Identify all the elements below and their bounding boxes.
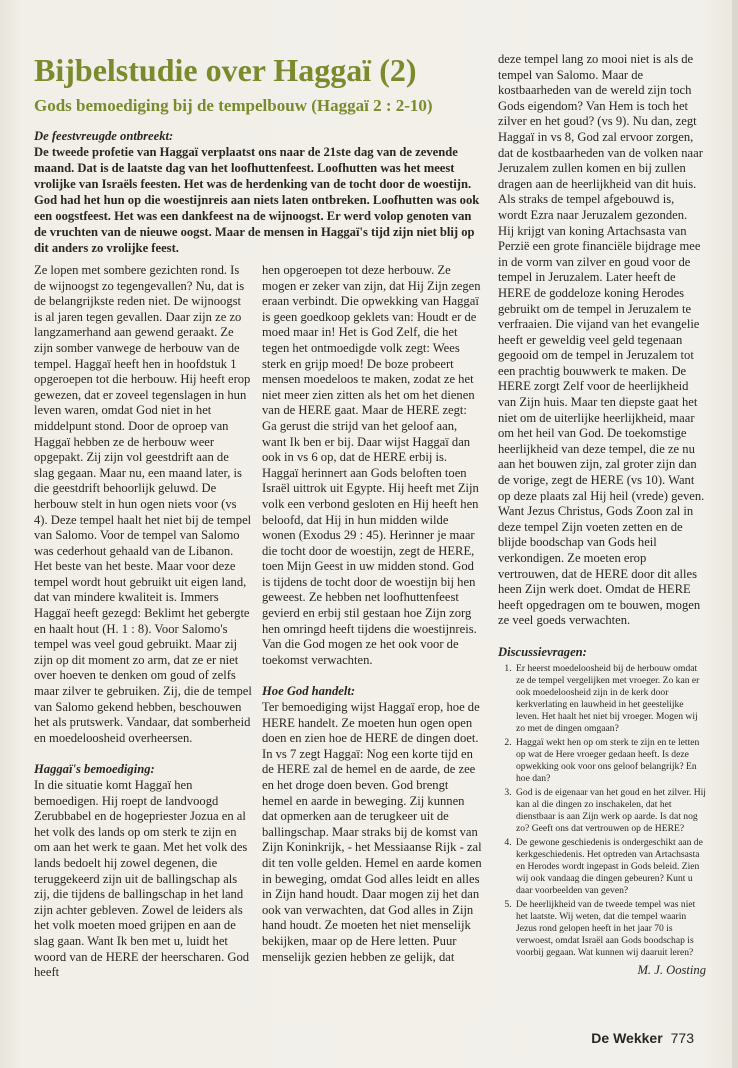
column-2-paragraph-2: Ter bemoediging wijst Haggaï erop, hoe de HERE handelt. Ze moeten hun ogen open doen en zien hoe de HERE de dingen doet. In vs 7 zegt Haggaï: Nog een korte tijd en de HERE zal de hemel en de aarde, de zee en het droge doen beven. God brengt hemel en aarde in beweging. Zij kunnen dat opmerken aan de terugkeer uit de ballingschap. Maar straks bij de komst van Zijn Koninkrijk, - het Messiaanse Rijk - zal dit ten volle gelden. Hemel en aarde komen in beweging, omdat God alles leidt en alles in Zijn hand houdt. Daar mogen zij het dan ook van verwachten, dat God alles in Zijn hand houdt. Ze moeten het niet menselijk bekijken, maar op de Here letten. Puur menselijk gezien hebben ze gelijk, dat [262,700,482,964]
column-1-paragraph-2: In die situatie komt Haggaï hen bemoedigen. Hij roept de landvoogd Zerubbabel en de hogepriester Jozua en al het volk des lands op om sterk te zijn en om aan het werk te gaan. Met het volk des lands bedoelt hij zowel degenen, die teruggekeerd zijn uit de ballingschap als zij, die tijdens de ballingschap in het land zijn achter gebleven. Zowel de leiders als het volk moeten moed grijpen en aan de slag gaan. Want Ik ben met u, luidt het woord van de HERE der heerscharen. God heeft [34,778,250,980]
section-heading-hoe-god-handelt: Hoe God handelt: [262,684,356,699]
intro-text: De tweede profetie van Haggaï verplaatst ons naar de 21ste dag van de zevende maand. Dat is de laatste dag van het loofhuttenfeest. Loofhutten was het meest vrolijke van Israëls feesten. Het was de herdenking van de tocht door de woestijn. God had het hun op die woestijnreis aan niets laten ontbreken. Loofhutten was ook een oogstfeest. Het was een dankfeest na de wijnoogst. Er werd volop genoten van de vruchten van de nieuwe oogst. Maar de mensen in Haggaï's tijd zijn niet blij op dit anders zo vrolijke feest. [34,145,480,255]
page-number: 773 [670,1030,694,1046]
column-3 [498,52,706,978]
article-title: Bijbelstudie over Haggaï (2) [34,52,417,88]
discussion-question: 4. De gewone geschiedenis is ondergeschikt aan de kerkgeschiedenis. Het optreden van Artachsasta en Herodes wordt ingepast in Gods beleid. Zien wij ook vandaag die dingen gebeuren? Kunt u daar voorbeelden van geven? [514,837,706,897]
column-2-paragraph-1: hen opgeroepen tot deze herbouw. Ze mogen er zeker van zijn, dat Hij Zijn zegen eraan verbindt. Die opwekking van Haggaï is geen goedkoop geklets van: Houdt er de moed maar in! Het is God Zelf, die het tegen het ontmoedigde volk zegt: Wees sterk en grijp moed! De boze probeert mensen moedeloos te maken, zodat ze het niet meer zien zitten als het om het dienen van de HERE gaat. Maar de HERE zegt: Ga gerust die strijd van het geloof aan, want Ik ben er bij. Daar wijst Haggaï dan ook in vs 6 op, dat de HERE erbij is. Haggaï herinnert aan Gods beloften toen Israël uittrok uit Egypte. Hij heeft met Zijn volk een verbond gesloten en Hij heeft hen beloofd, dat Hij in hun midden wilde wonen (Exodus 29 : 45). Herinner je maar die tocht door de woestijn, zegt de HERE, toen Mijn Geest in uw midden stond. God is tijdens de tocht door de woestijn bij hen geweest. Ze hebben net loofhuttenfeest gevierd en erbij stil gestaan hoe Zijn zorg hen omringd heeft tijdens die woestijnreis. Van die God mogen ze het ook voor de toekomst verwachten. [262,263,481,667]
section-heading-bemoediging: Haggaï's bemoediging: [34,762,155,777]
magazine-name: De Wekker [591,1030,663,1046]
author-signature: M. J. Oosting [637,962,706,977]
column-3-paragraph-1: deze tempel lang zo mooi niet is als de tempel van Salomo. Maar de kostbaarheden van de wereld zijn toch Gods eigendom? Van Hem is toch het zilver en het goud? (vs 9). Nu dan, zegt Haggaï in vs 8, God zal ervoor zorgen, dat de kostbaarheden van de volken naar Jeruzalem zullen komen en bij zullen dragen aan de heerlijkheid van dit huis. Als straks de tempel afgebouwd is, wordt Ezra naar Jeruzalem gezonden. Hij krijgt van koning Artachsasta van Perzië een grote financiële bijdrage mee in de vorm van zilver en goud voor de tempel in Jeruzalem. Later heeft de HERE de goddeloze koning Herodes gebruikt om de tempel in Jeruzalem te verfraaien. Die vijand van het evangelie heeft er geweldig veel geld tegenaan gegooid om de tempel in Jeruzalem tot een prachtig bouwwerk te maken. De HERE zorgt Zelf voor de heerlijkheid van Zijn huis. Maar ten diepste gaat het niet om de uiterlijke heerlijkheid, maar om het heil van God. De toekomstige heerlijkheid van deze tempel, die ze nu aan het bouwen zijn, zal groter zijn dan de vorige, zegt de HERE (vs 10). Want op deze plaats zal Hij heil (vrede) geven. Want Jezus Christus, Gods Zoon zal in deze tempel Zijn voeten zetten en de blijde boodschap van Gods heil verkondigen. Ze moeten erop vertrouwen, dat de HERE door dit alles heen Zijn werk doet. Omdat de HERE heeft opgedragen om te bouwen, mogen ze veel goeds verwachten. [498,52,705,628]
column-1-paragraph-1: Ze lopen met sombere gezichten rond. Is de wijnoogst zo tegengevallen? Nu, dat is de belangrijkste reden niet. De wijnoogst is al jaren tegen gevallen. Daar zijn ze zo langzamerhand aan gewend geraakt. Ze zijn somber vanwege de herbouw van de tempel. Haggaï heeft hen in hoofdstuk 1 opgeroepen tot die herbouw. Hij heeft erop gewezen, dat er zoveel tegenslagen in hun leven waren, omdat God niet in het middelpunt stond. Door de oproep van Haggaï hebben ze de herbouw weer opgepakt. Zij zijn vol geestdrift aan de slag gegaan. Maar nu, een maand later, is die geestdrift behoorlijk geluwd. De herbouw stelt in hun ogen niets voor (vs 4). Deze tempel haalt het niet bij de tempel van Salomo. Voor de tempel van Salomo was cederhout gehaald van de Libanon. Het beste van het beste. Maar voor deze tempel wordt hout gebruikt uit eigen land, dat van mindere kwaliteit is. Immers Haggaï heeft gezegd: Beklimt het gebergte en haalt hout (H. 1 : 8). Voor Salomo's tempel was veel goud gebruikt. Maar zij zijn op dit moment zo arm, dat ze er niet over hoeven te denken om goud of zelfs maar zilver te gebruiken. Zij, die de tempel van Salomo gekend hebben, beschouwen het als prutswerk. Vandaar, dat somberheid en moedeloosheid overheersen. [34,263,252,745]
column-1 [34,263,252,981]
discussion-questions-list [498,663,706,959]
discussion-question: 1. Er heerst moedeloosheid bij de herbouw omdat ze de tempel vergelijken met vroeger. Zo kan er ook moedeloosheid zijn in de kerk door kerkverlating en lauwheid in het geestelijke leven. Het haalt het niet bij vroeger. Mogen wij zo met de dingen omgaan? [514,663,706,735]
discussion-question: 2. Haggaï wekt hen op om sterk te zijn en te letten op wat de Here vroeger gedaan heeft. Is deze opwekking ook voor ons geloof belangrijk? En hoe dan? [514,737,706,785]
page-edge [732,0,738,1068]
page-footer [591,1030,694,1046]
discussion-question: 3. God is de eigenaar van het goud en het zilver. Hij kan al die dingen zo inschakelen, dat het dienstbaar is aan Zijn werk op aarde. Is dat nog zo? Geeft ons dat vertrouwen op de HERE? [514,787,706,835]
intro-heading: De feestvreugde ontbreekt: [34,129,174,143]
discussion-question: 5. De heerlijkheid van de tweede tempel was niet het laatste. Wij weten, dat die tempel waarin Jezus rond gelopen heeft in het jaar 70 is verwoest, omdat Israël aan Gods boodschap is voorbij gegaan. Wat kunnen wij daaruit leren? [514,899,706,959]
article-subtitle: Gods bemoediging bij de tempelbouw (Haggaï 2 : 2-10) [34,96,433,115]
discussion-questions-heading: Discussievragen: [498,644,587,659]
column-2 [262,263,482,965]
intro-block [34,128,482,256]
